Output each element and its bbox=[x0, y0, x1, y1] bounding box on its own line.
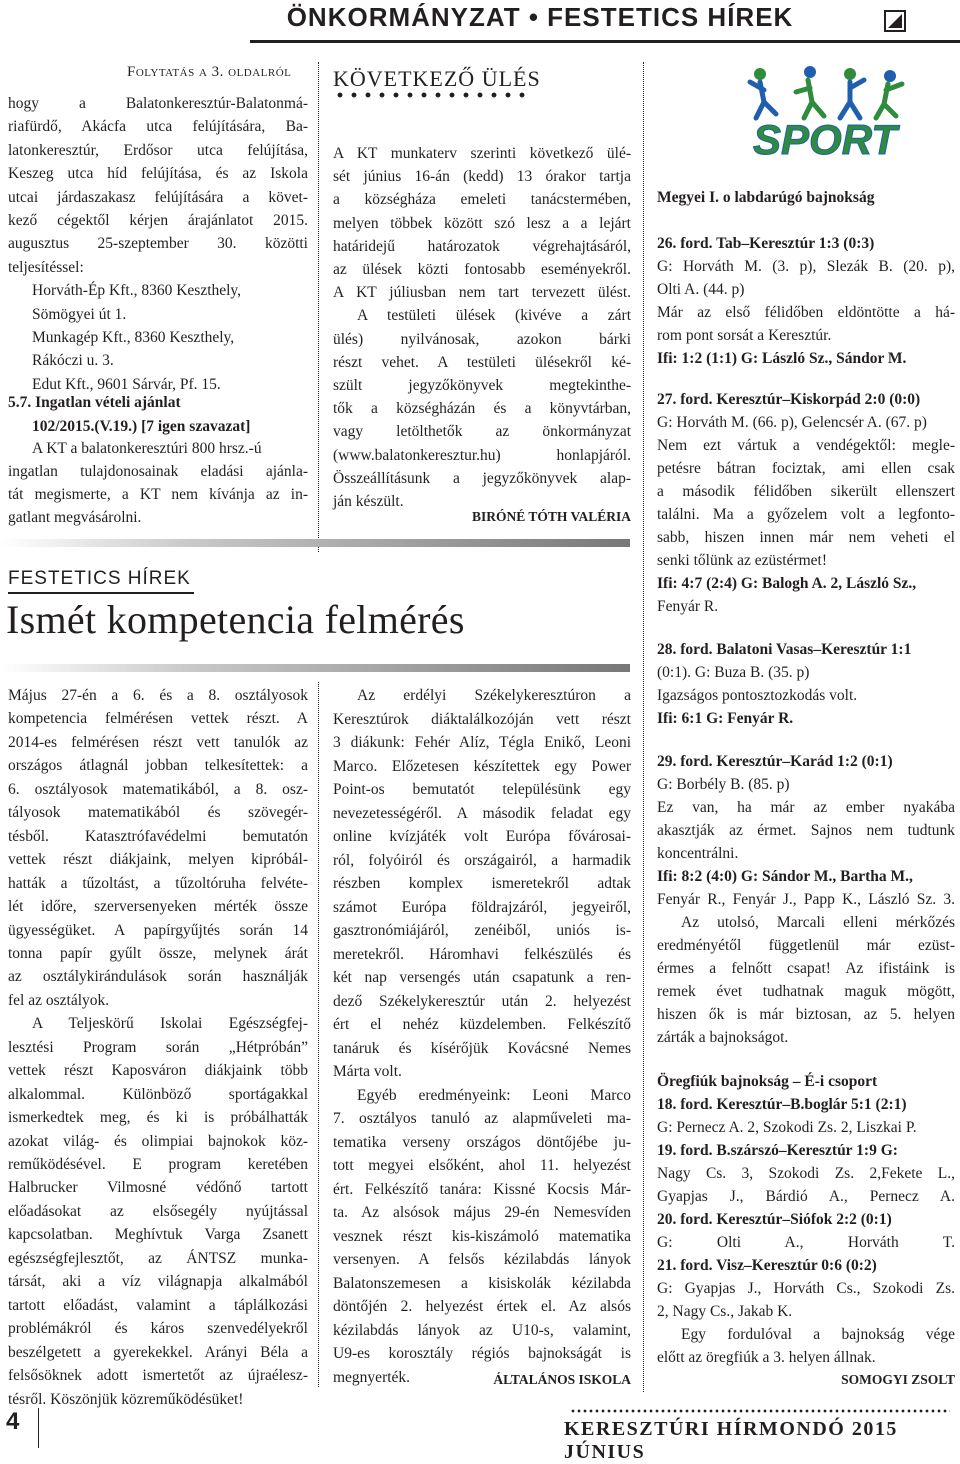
text-line: ingatlan tulajdonosainak eladási ajánla- bbox=[8, 463, 308, 480]
text-line: remek évet tudhatnak maguk mögött, bbox=[657, 983, 955, 1000]
text-line: számot Európa földrajzáról, jegyeiről, bbox=[333, 899, 631, 916]
header-title: ÖNKORMÁNYZAT • FESTETICS HÍREK bbox=[286, 2, 794, 32]
text-line: tők a községházán és a könyvtárban, bbox=[333, 400, 631, 417]
text-line: ülés) nyilvánosak, azokon bárki bbox=[333, 331, 631, 348]
column-rule bbox=[318, 682, 319, 1387]
text-line: az ülések közti fontosabb eseményekről. bbox=[333, 261, 631, 278]
text-line: Öregfiúk bajnokság – É-i csoport bbox=[657, 1073, 878, 1090]
text-line: társát, aki a víz világnapja alkalmából bbox=[8, 1273, 308, 1290]
text-line: Rákóczi u. 3. bbox=[32, 352, 114, 369]
text-line: online kvízjáték volt Európa fővárosai- bbox=[333, 828, 631, 845]
text-line: 5.7. Ingatlan vételi ajánlat bbox=[8, 394, 181, 411]
text-line: tanáruk és kísérőjük Kovácsné Nemes bbox=[333, 1040, 631, 1057]
text-line: Egyéb eredményeink: Leoni Marco bbox=[357, 1087, 631, 1104]
text-line: kompetencia felmérésen vettek részt. A bbox=[8, 710, 308, 727]
text-line: tát megismerte, a KT nem kívánja az in- bbox=[8, 486, 308, 503]
article-author: ÁLTALÁNOS ISKOLA bbox=[493, 1372, 631, 1387]
text-line: 18. ford. Keresztúr–B.boglár 5:1 (2:1) bbox=[657, 1096, 907, 1113]
text-line: Ifi: 4:7 (2:4) G: Balogh A. 2, László Sz., bbox=[657, 575, 917, 592]
text-line: Olti A. (44. p) bbox=[657, 281, 745, 298]
text-line: Gyapjas J., Bárdió A., Pernecz A. bbox=[657, 1188, 955, 1205]
text-line: 2014-es felmérésen részt vett tanulók az bbox=[8, 734, 308, 751]
text-line: érmes a felnőtt csapat! Az ifistáink is bbox=[657, 960, 955, 977]
text-line: két nap versengés után csapatunk a ren- bbox=[333, 969, 631, 986]
article-author: SOMOGYI ZSOLT bbox=[841, 1372, 955, 1387]
text-line: határidejű határozatok végrehajtásáról, bbox=[333, 238, 631, 255]
text-line: dező Székelykeresztúr után 2. helyezést bbox=[333, 993, 631, 1010]
text-line: Az erdélyi Székelykeresztúron a bbox=[357, 687, 631, 704]
text-line: Ifi: 6:1 G: Fenyár R. bbox=[657, 710, 794, 727]
text-line: G: Borbély B. (85. p) bbox=[657, 776, 790, 793]
text-line: meretekről. Háromhavi felkészülés és bbox=[333, 946, 631, 963]
sport-figures-icon bbox=[750, 66, 902, 118]
text-line: Ez van, ha már az ember nyakába bbox=[657, 799, 955, 816]
text-line: 3 diákunk: Fehér Alíz, Tégla Enikő, Leoni bbox=[333, 734, 631, 751]
text-line: felsősöknek adott ismertetőt az újraélesz- bbox=[8, 1367, 308, 1384]
column-rule bbox=[643, 62, 644, 1392]
text-line: hatták a tűzoltást, a tűzoltóruha felvéte- bbox=[8, 875, 308, 892]
text-line: Igazságos pontosztozkodás volt. bbox=[657, 687, 858, 704]
text-line: ta. Az alsósok május 29-én Nemesvíden bbox=[333, 1204, 631, 1221]
text-line: ról, folyóiról és országairól, a harmadik bbox=[333, 852, 631, 869]
text-line: tartott előadást, valamint a táplálkozási bbox=[8, 1297, 308, 1314]
article-heading: Ismét kompetencia felmérés bbox=[6, 597, 465, 642]
text-line: Márta volt. bbox=[333, 1063, 402, 1080]
text-line: 26. ford. Tab–Keresztúr 1:3 (0:3) bbox=[657, 235, 875, 252]
text-line: 2, Nagy Cs., Jakab K. bbox=[657, 1303, 793, 1320]
text-line: Munkagép Kft., 8360 Keszthely, bbox=[32, 329, 235, 346]
section-label-underline bbox=[8, 592, 194, 594]
text-line: versenyen. A felsős kézilabdás lányok bbox=[333, 1251, 631, 1268]
text-line: szült jegyzőkönyvek megtekinthe- bbox=[333, 377, 631, 394]
text-line: azokat világ- és olimpiai bajnokok köz- bbox=[8, 1133, 308, 1150]
text-line: rom pont sorsát a Keresztúr. bbox=[657, 327, 832, 344]
text-line: tott megyei elsőként, ahol 11. helyezést bbox=[333, 1157, 631, 1174]
text-line: Egy fordulóval a bajnokság vége bbox=[681, 1326, 955, 1343]
text-line: ért. Felkészítő tanára: Kissné Kocsis Már- bbox=[333, 1181, 631, 1198]
text-line: 21. ford. Visz–Keresztúr 0:6 (0:2) bbox=[657, 1257, 877, 1274]
text-line: Az utolsó, Marcali elleni mérkőzés bbox=[681, 914, 955, 931]
text-line: ért el nehéz küzdelemben. Felkészítő bbox=[333, 1016, 631, 1033]
section-divider bbox=[0, 664, 630, 672]
text-line: hiszen ők is már biztosan, az 5. helyen bbox=[657, 1006, 955, 1023]
article-author: BIRÓNÉ TÓTH VALÉRIA bbox=[471, 509, 631, 524]
text-line: hogy a Balatonkeresztúr-Balatonmá- bbox=[8, 95, 308, 112]
text-line: vagy letölthetők az önkormányzat bbox=[333, 423, 631, 440]
text-line: vettek részt Kaposváron diákjaink több bbox=[8, 1062, 308, 1079]
header-rule bbox=[250, 40, 960, 43]
text-line: gatlant megvásárolni. bbox=[8, 509, 142, 526]
text-line: A KT a balatonkeresztúri 800 hrsz.-ú bbox=[32, 440, 262, 457]
text-line: sabb, hiszen innen már nem veheti el bbox=[657, 529, 955, 546]
text-line: gasztronómiájáról, zenéiből, uniós is- bbox=[333, 922, 631, 939]
text-line: G: Pernecz A. 2, Szokodi Zs. 2, Liszkai P. bbox=[657, 1119, 917, 1136]
text-line: fel az osztályok. bbox=[8, 992, 110, 1009]
text-line: 29. ford. Keresztúr–Karád 1:2 (0:1) bbox=[657, 753, 893, 770]
title-dots bbox=[333, 92, 529, 98]
text-line: senki tőlünk az ezüstérmet! bbox=[657, 552, 828, 569]
text-line: találni. Ma a győzelem volt a legfonto- bbox=[657, 506, 955, 523]
text-line: koncentrálni. bbox=[657, 845, 739, 862]
publication-title: KERESZTÚRI HÍRMONDÓ 2015 JÚNIUS bbox=[564, 1418, 898, 1463]
text-line: vesznek részt kis-kiszámoló matematika bbox=[333, 1228, 631, 1245]
text-line: augusztus 25-szeptember 30. közötti bbox=[8, 235, 308, 252]
text-line: Nem ezt vártuk a vendégektől: megle- bbox=[657, 437, 955, 454]
text-line: Ifi: 1:2 (1:1) G: László Sz., Sándor M. bbox=[657, 350, 907, 367]
text-line: ján készült. bbox=[333, 493, 404, 510]
text-line: Fenyár R. bbox=[657, 598, 719, 615]
text-line: melyen többek között szó lesz a a lejárt bbox=[333, 215, 631, 232]
text-line: kapcsolatban. Meghívtuk Varga Zsanett bbox=[8, 1226, 308, 1243]
text-line: G: Horváth M. (3. p), Slezák B. (20. p), bbox=[657, 258, 955, 275]
text-line: Nagy Cs. 3, Szokodi Zs. 2,Fekete L., bbox=[657, 1165, 955, 1182]
sport-logo bbox=[720, 62, 930, 162]
text-line: reműködésével. E program keretében bbox=[8, 1156, 308, 1173]
text-line: Horváth-Ép Kft., 8360 Keszthely, bbox=[32, 282, 242, 299]
text-line: a községháza emeleti tanácstermében, bbox=[333, 191, 631, 208]
text-line: eredményétől függetlenül már ezüst- bbox=[657, 937, 955, 954]
text-line: tályosok matematikából és szövegér- bbox=[8, 804, 308, 821]
text-line: előtt az öregfiúk a 3. helyen állnak. bbox=[657, 1349, 876, 1366]
text-line: 102/2015.(V.19.) [7 igen szavazat] bbox=[32, 418, 251, 435]
text-line: egészségfejlesztőt, az ÁNTSZ munka- bbox=[8, 1250, 308, 1267]
text-line: akasztják az érmet. Sajnos nem tudtunk bbox=[657, 822, 955, 839]
text-line: Edut Kft., 9601 Sárvár, Pf. 15. bbox=[32, 376, 221, 393]
page-number: 4 bbox=[6, 1408, 20, 1435]
text-line: Ifi: 8:2 (4:0) G: Sándor M., Bartha M., bbox=[657, 868, 913, 885]
text-line: (www.balatonkeresztur.hu) honlapjáról. bbox=[333, 447, 631, 464]
text-line: részt vehet. A testületi ülésekről ké- bbox=[333, 354, 631, 371]
text-line: Marco. Előzetesen készítettek egy Power bbox=[333, 758, 631, 775]
text-line: teljesítéssel: bbox=[8, 259, 84, 276]
header-corner-triangle-icon bbox=[888, 14, 902, 28]
text-line: Keszeg utca híd felújítása, és az Iskola bbox=[8, 165, 308, 182]
text-line: utcai járdaszakasz felújítására a követ- bbox=[8, 189, 308, 206]
text-line: tonna papír gyűlt össze, melynek árát bbox=[8, 945, 308, 962]
text-line: a második félidőben sikerült ellenszert bbox=[657, 483, 955, 500]
text-line: alkalommal. Különböző sportágakkal bbox=[8, 1086, 308, 1103]
text-line: kező cégektől kérjen árajánlatot 2015. bbox=[8, 212, 308, 229]
text-line: G: Gyapjas J., Horváth Cs., Szokodi Zs. bbox=[657, 1280, 955, 1297]
text-line: Már az első félidőben eldöntötte a há- bbox=[657, 304, 955, 321]
text-line: Halbrucker Vilmosné védőnő tartott bbox=[8, 1179, 308, 1196]
text-line: Balatonszemesen a kisiskolák kézilabda bbox=[333, 1275, 631, 1292]
text-line: 28. ford. Balatoni Vasas–Keresztúr 1:1 bbox=[657, 641, 912, 658]
text-line: U9-es korosztály régiós bajnokságát is bbox=[333, 1345, 631, 1362]
text-line: kézilabdás lányok az U10-s, valamint, bbox=[333, 1322, 631, 1339]
text-line: A KT munkaterv szerinti következő ülé- bbox=[333, 145, 631, 162]
text-line: A KT júliusban nem tart tervezett ülést. bbox=[333, 284, 631, 301]
text-line: 19. ford. B.szárszó–Keresztúr 1:9 G: bbox=[657, 1142, 898, 1159]
text-line: 27. ford. Keresztúr–Kiskorpád 2:0 (0:0) bbox=[657, 391, 921, 408]
footer-dots bbox=[570, 1408, 950, 1414]
text-line: 6. osztályosok matematikából, a 8. osz- bbox=[8, 781, 308, 798]
text-line: Összeállításunk a jegyzőkönyvek alap- bbox=[333, 470, 631, 487]
text-line: ügyességüket. A papírgyűjtés során 14 bbox=[8, 922, 308, 939]
text-line: lét időre, szerversenyeken mérték össze bbox=[8, 898, 308, 915]
text-line: 7. osztályos tanuló az alapműveleti ma- bbox=[333, 1110, 631, 1127]
text-line: Sömögyei út 1. bbox=[32, 306, 127, 323]
text-line: megnyerték. bbox=[333, 1369, 411, 1386]
text-line: részben komplex ismeretekről adtak bbox=[333, 875, 631, 892]
text-line: petésre bátran fociztak, ami ellen csak bbox=[657, 460, 955, 477]
text-line: országos átlagnál jobban telkesítettek: a bbox=[8, 757, 308, 774]
sport-logo-text: SPORT bbox=[753, 116, 897, 162]
text-line: zárták a bajnokságot. bbox=[657, 1029, 789, 1046]
text-line: G: Olti A., Horváth T. bbox=[657, 1234, 955, 1251]
text-line: Keresztúrok diáktalálkozóján vett részt bbox=[333, 711, 631, 728]
text-line: tematika verseny országos döntőjébe ju- bbox=[333, 1134, 631, 1151]
text-line: 20. ford. Keresztúr–Siófok 2:2 (0:1) bbox=[657, 1211, 892, 1228]
text-line: riafürdő, Akácfa utca felújítására, Ba- bbox=[8, 118, 308, 135]
continuation-note: Folytatás a 3. oldalról bbox=[127, 64, 292, 80]
text-line: tésről. Köszönjük közreműködésüket! bbox=[8, 1391, 244, 1408]
text-line: döntőjén 2. helyezést értek el. Az alsós bbox=[333, 1298, 631, 1315]
text-line: A Teljeskörű Iskolai Egészségfej- bbox=[32, 1015, 308, 1032]
text-line: Point-os bemutatót településünk egy bbox=[333, 781, 631, 798]
text-line: tésből. Katasztrófavédelmi bemutatón bbox=[8, 828, 308, 845]
text-line: ismerkedtek meg, és ki is próbálhatták bbox=[8, 1109, 308, 1126]
next-meeting-title: KÖVETKEZŐ ÜLÉS bbox=[333, 66, 541, 91]
text-line: beszélgetett a gyerekekkel. Arányi Béla a bbox=[8, 1344, 308, 1361]
text-line: (0:1). G: Buza B. (35. p) bbox=[657, 664, 810, 681]
text-line: A testületi ülések (kivéve a zárt bbox=[357, 307, 631, 324]
section-label: FESTETICS HÍREK bbox=[8, 568, 191, 589]
text-line: sét június 16-án (kedd) 13 órakor tartja bbox=[333, 168, 631, 185]
text-line: Megyei I. o labdarúgó bajnokság bbox=[657, 189, 875, 206]
text-line: latonkeresztúr, Erdősor utca felújítása, bbox=[8, 142, 308, 159]
text-line: G: Horváth M. (66. p), Gelencsér A. (67. p) bbox=[657, 414, 927, 431]
text-line: vettek részt diákjaink, melyen kipróbál- bbox=[8, 851, 308, 868]
text-line: előadásokat az elsősegély nyújtással bbox=[8, 1203, 308, 1220]
text-line: Május 27-én a 6. és a 8. osztályosok bbox=[8, 687, 308, 704]
text-line: Fenyár R., Fenyár J., Papp K., László Sz. 3. bbox=[657, 891, 955, 908]
text-line: lesztési Program során „Hétpróbán” bbox=[8, 1039, 308, 1056]
text-line: az osztálykirándulások során használják bbox=[8, 968, 308, 985]
text-line: problémákról és káros szenvedélyekről bbox=[8, 1320, 308, 1337]
text-line: nevezetességéről. A második feladat egy bbox=[333, 805, 631, 822]
column-rule bbox=[318, 62, 319, 552]
section-divider bbox=[0, 539, 630, 547]
